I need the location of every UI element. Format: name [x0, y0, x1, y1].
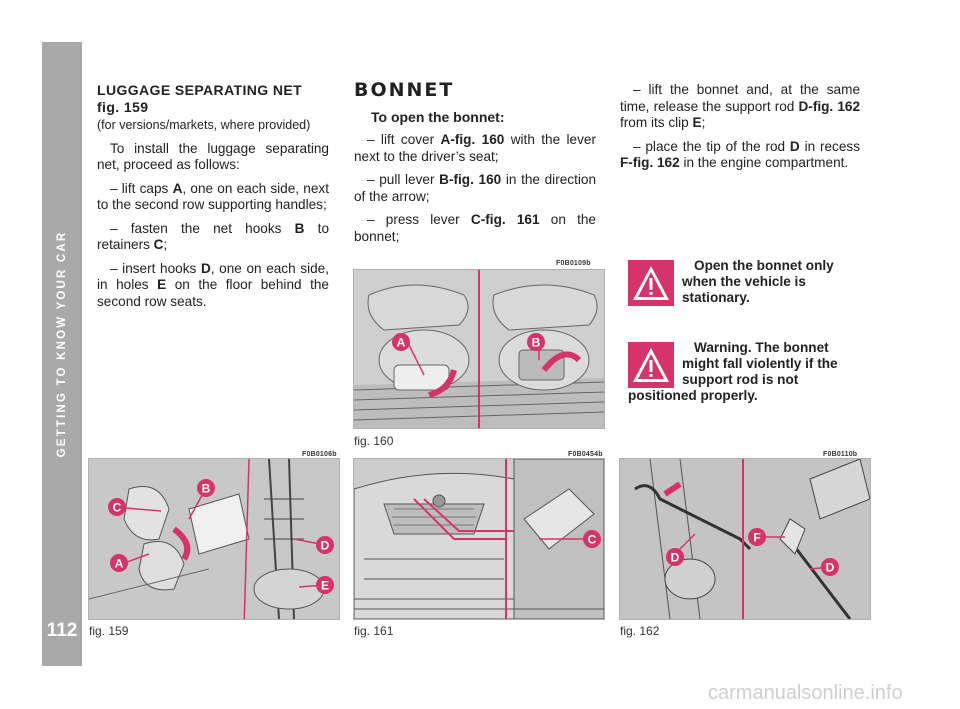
watermark: carmanualsonline.info — [708, 682, 903, 704]
fig161-label-c: C — [587, 532, 597, 547]
luggage-net-note: (for versions/markets, where provided) — [97, 118, 311, 132]
fig161-code: F0B0454b — [568, 451, 603, 458]
page-number: 112 — [46, 620, 78, 641]
luggage-net-step-2: – fasten the net hooks B to retainers C; — [97, 220, 329, 252]
fig162-image — [619, 458, 871, 620]
chapter-title: GETTING TO KNOW YOUR CAR — [56, 230, 68, 458]
fig159-label-d: D — [320, 538, 330, 553]
bonnet-section — [354, 79, 597, 252]
fig159-label-b: B — [201, 481, 211, 496]
luggage-net-step-1: – lift caps A, one on each side, next to the second row supporting handles; — [97, 180, 329, 212]
fig159-image — [88, 458, 340, 620]
bonnet-step-2: – pull lever B-fig. 160 in the direction of the arrow; — [354, 172, 597, 204]
warning-support-rod: Warning. The bonnet might fall violently if the support rod is not positioned properly. — [628, 340, 838, 403]
fig160-image — [353, 269, 605, 429]
fig160-label-b: B — [531, 335, 541, 350]
luggage-net-section — [97, 82, 329, 317]
fig162-label-d: D — [670, 550, 680, 565]
bonnet-step-5: – place the tip of the rod D in recess F-fig. 162 in the engine compartment. — [620, 138, 861, 170]
bonnet-step-1: – lift cover A-fig. 160 with the lever next to the driver’s seat; — [354, 132, 596, 164]
luggage-net-fig-ref: fig. 159 — [97, 98, 149, 115]
fig159-label-c: C — [112, 500, 122, 515]
fig160-label-a: A — [396, 335, 406, 350]
fig159-code: F0B0106b — [302, 451, 337, 458]
fig160-caption: fig. 160 — [354, 434, 394, 448]
fig162-caption: fig. 162 — [620, 624, 660, 638]
fig159-label-e: E — [320, 578, 330, 593]
fig162-code: F0B0110b — [823, 451, 858, 458]
bonnet-subtitle: To open the bonnet: — [371, 108, 505, 125]
fig162-label-d2: D — [825, 560, 835, 575]
fig161-image — [353, 458, 605, 620]
warning-stationary: Open the bonnet only when the vehicle is stationary. — [628, 258, 860, 306]
bonnet-step-4: – lift the bonnet and, at the same time, release the support rod D-fig. 162 from its clip E; — [620, 82, 861, 130]
chapter-sidebar — [42, 42, 82, 666]
bonnet-continued — [620, 82, 860, 179]
warning-triangle-icon — [628, 342, 674, 388]
fig159-caption: fig. 159 — [89, 624, 129, 638]
fig160-code: F0B0109b — [556, 260, 591, 267]
fig162-label-f: F — [753, 530, 761, 545]
luggage-net-intro: To install the luggage separating net, proceed as follows: — [97, 140, 329, 172]
warning-triangle-icon — [628, 260, 674, 306]
luggage-net-step-3: – insert hooks D, one on each side, in holes E on the floor behind the second row seats. — [97, 260, 329, 309]
luggage-net-title: LUGGAGE SEPARATING NET — [97, 82, 303, 98]
fig159-label-a: A — [114, 556, 124, 571]
fig161-caption: fig. 161 — [354, 624, 394, 638]
bonnet-step-3: – press lever C-fig. 161 on the bonnet; — [354, 212, 596, 244]
bonnet-title: BONNET — [354, 79, 455, 101]
